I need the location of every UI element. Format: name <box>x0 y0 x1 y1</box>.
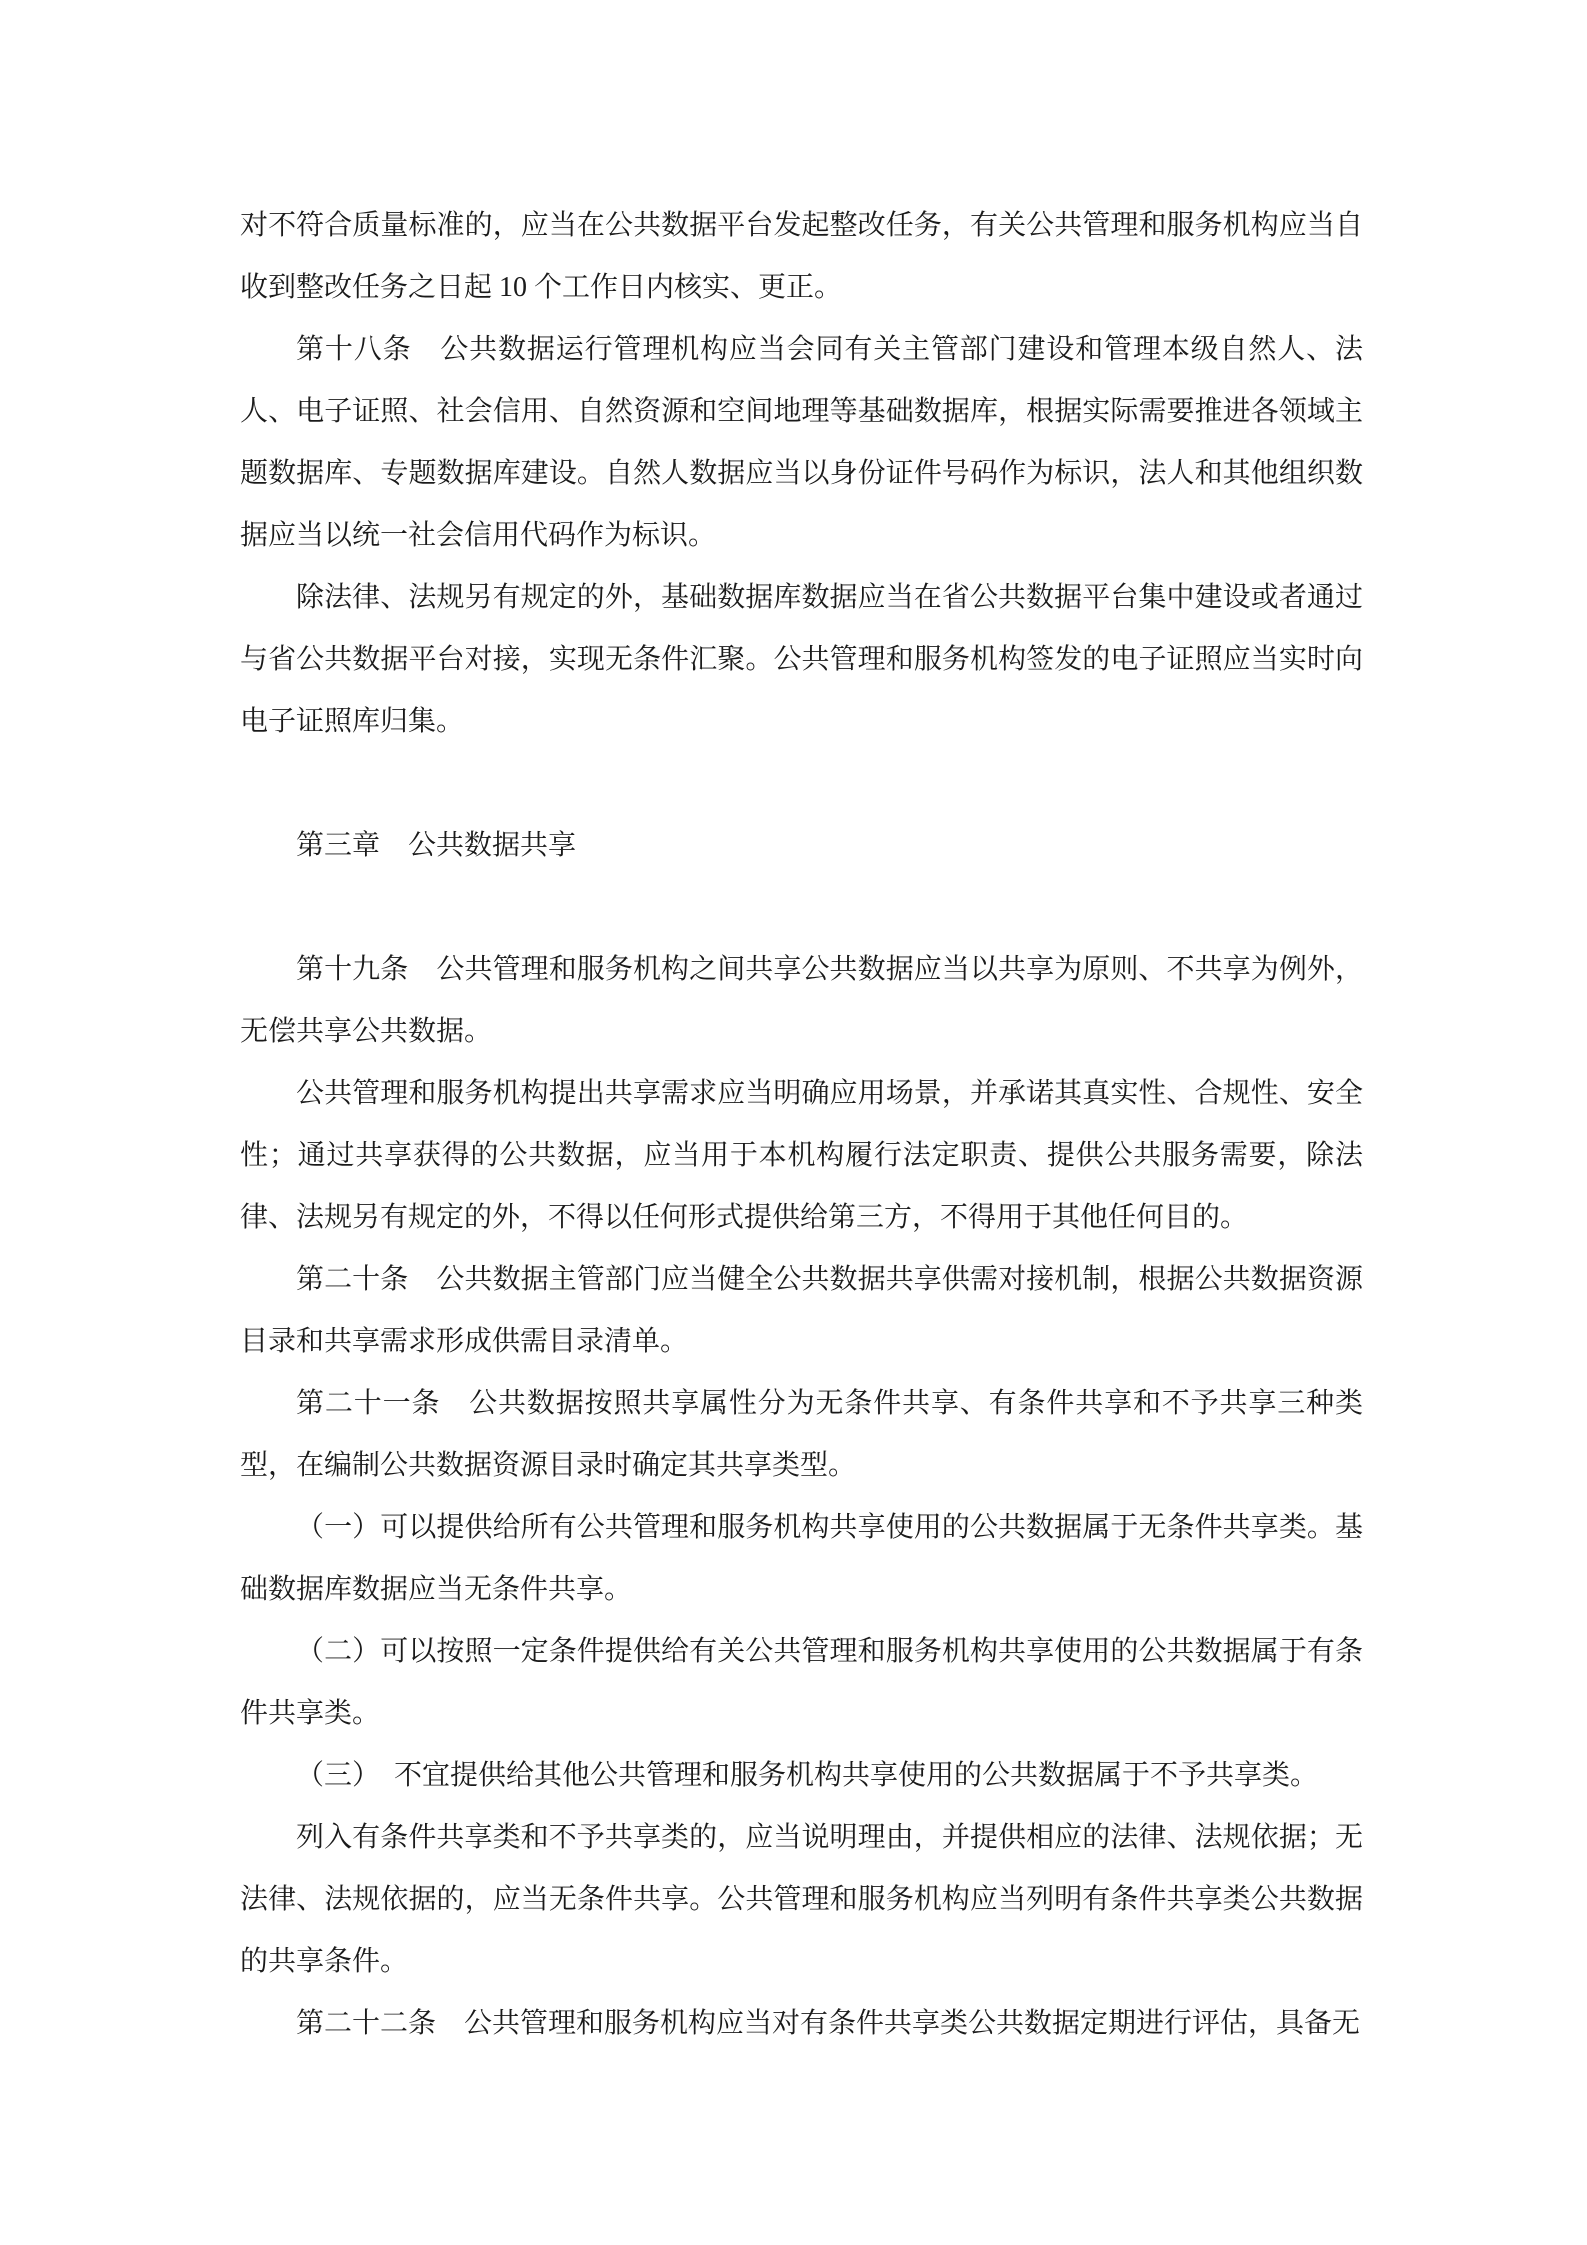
paragraph: 除法律、法规另有规定的外，基础数据库数据应当在省公共数据平台集中建设或者通过与省公共数据平台对接，实现无条件汇聚。公共管理和服务机构签发的电子证照应当实时向电子证照库归集。 <box>240 582 1363 737</box>
paragraph: 第十九条 公共管理和服务机构之间共享公共数据应当以共享为原则、不共享为例外，无偿共享公共数据。 <box>240 954 1363 1047</box>
paragraph: （一）可以提供给所有公共管理和服务机构共享使用的公共数据属于无条件共享类。基础数据库数据应当无条件共享。 <box>240 1512 1363 1605</box>
chapter-heading: 第三章 公共数据共享 <box>296 830 577 861</box>
document-body <box>240 195 1363 2055</box>
paragraph: 公共管理和服务机构提出共享需求应当明确应用场景，并承诺其真实性、合规性、安全性；通过共享获得的公共数据，应当用于本机构履行法定职责、提供公共服务需要，除法律、法规另有规定的外，不得以任何形式提供给第三方，不得用于其他任何目的。 <box>240 1078 1363 1233</box>
paragraph: 列入有条件共享类和不予共享类的，应当说明理由，并提供相应的法律、法规依据；无法律、法规依据的，应当无条件共享。公共管理和服务机构应当列明有条件共享类公共数据的共享条件。 <box>240 1822 1363 1977</box>
paragraph: 第十八条 公共数据运行管理机构应当会同有关主管部门建设和管理本级自然人、法人、电子证照、社会信用、自然资源和空间地理等基础数据库，根据实际需要推进各领域主题数据库、专题数据库建设。自然人数据应当以身份证件号码作为标识，法人和其他组织数据应当以统一社会信用代码作为标识。 <box>240 334 1363 551</box>
paragraph: 对不符合质量标准的，应当在公共数据平台发起整改任务，有关公共管理和服务机构应当自收到整改任务之日起 10 个工作日内核实、更正。 <box>240 210 1363 303</box>
paragraph: 第二十二条 公共管理和服务机构应当对有条件共享类公共数据定期进行评估，具备无 <box>296 2008 1361 2039</box>
paragraph: （二）可以按照一定条件提供给有关公共管理和服务机构共享使用的公共数据属于有条件共享类。 <box>240 1636 1363 1729</box>
paragraph: 第二十一条 公共数据按照共享属性分为无条件共享、有条件共享和不予共享三种类型，在编制公共数据资源目录时确定其共享类型。 <box>240 1388 1363 1481</box>
paragraph: 第二十条 公共数据主管部门应当健全公共数据共享供需对接机制，根据公共数据资源目录和共享需求形成供需目录清单。 <box>240 1264 1363 1357</box>
paragraph: （三） 不宜提供给其他公共管理和服务机构共享使用的公共数据属于不予共享类。 <box>296 1760 1319 1791</box>
